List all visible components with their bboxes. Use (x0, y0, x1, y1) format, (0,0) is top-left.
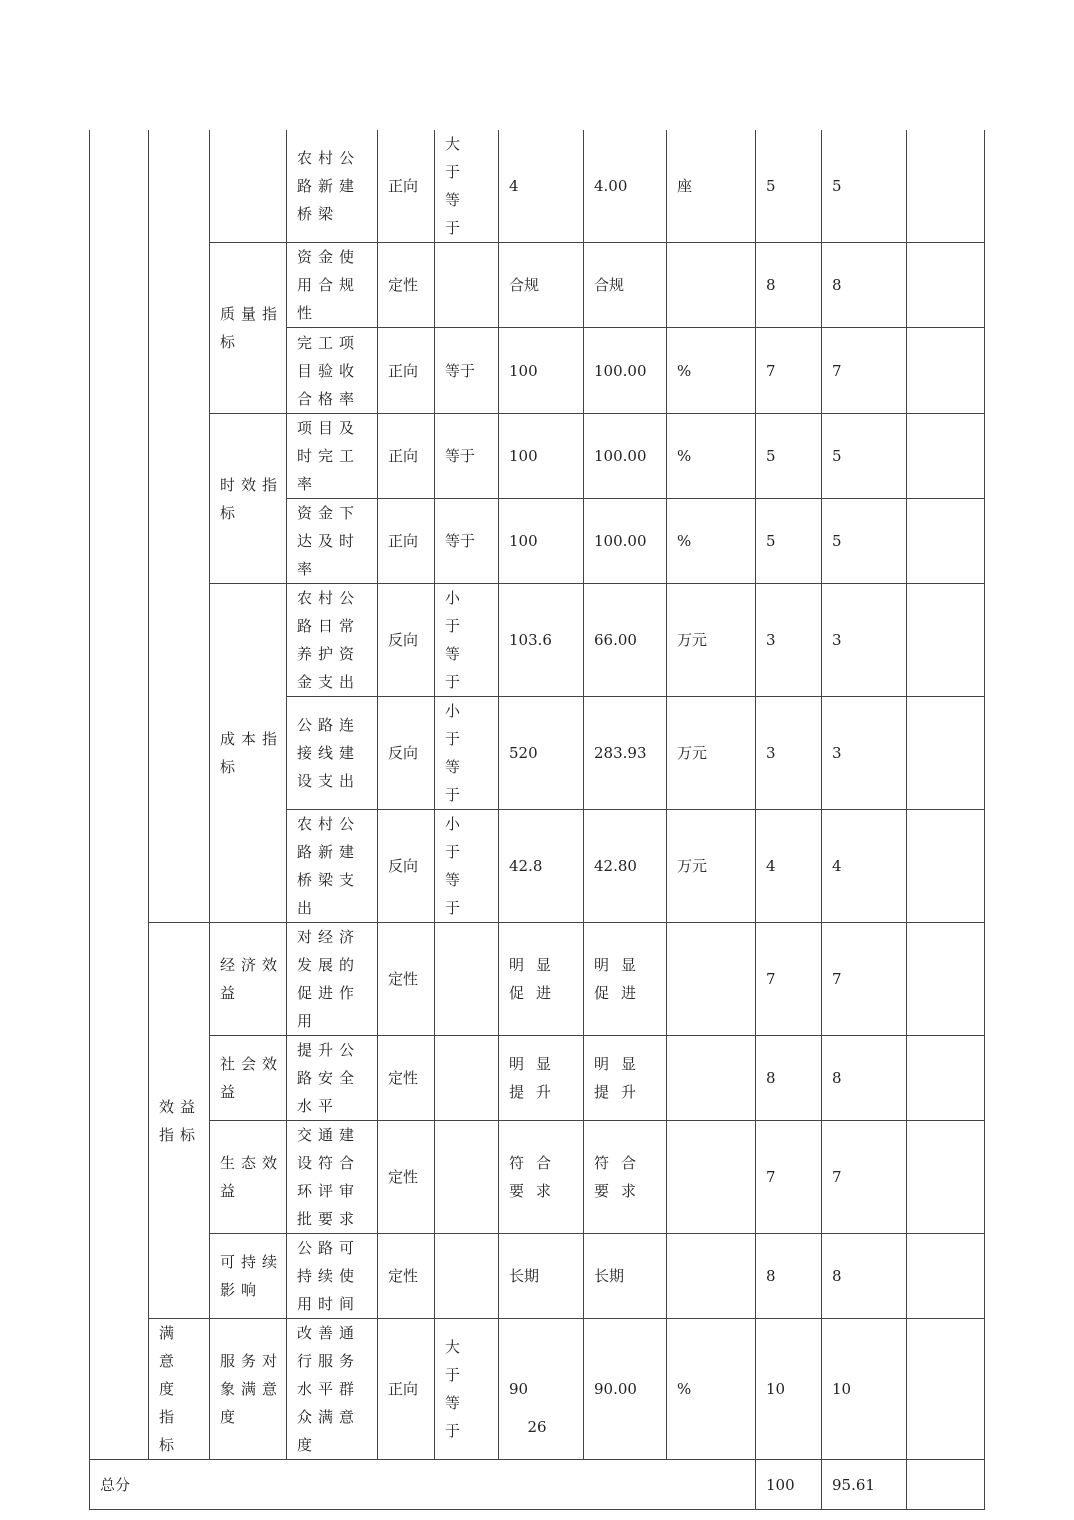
indicator-cell: 农村公路新建桥梁支出 (287, 810, 378, 923)
group-cell: 时效指标 (210, 414, 287, 584)
target-cell: 长期 (499, 1234, 584, 1319)
weight-cell: 4 (756, 810, 822, 923)
indicator-cell: 公路可持续使用时间 (287, 1234, 378, 1319)
weight-cell: 7 (756, 328, 822, 414)
target-cell: 明显提升 (499, 1036, 584, 1121)
indicator-cell: 提升公路安全水平 (287, 1036, 378, 1121)
total-label: 总分 (90, 1460, 756, 1510)
indicator-cell: 项目及时完工率 (287, 414, 378, 499)
unit-cell: 万元 (667, 697, 756, 810)
group-cell: 可持续影响 (210, 1234, 287, 1319)
remark-cell (907, 1460, 985, 1510)
table-row (90, 243, 985, 328)
remark-cell (907, 243, 985, 328)
score-cell: 7 (822, 1121, 907, 1234)
table-row (90, 584, 985, 697)
actual-cell: 明显提升 (584, 1036, 667, 1121)
unit-cell: % (667, 414, 756, 499)
group-cell: 服务对象满意度 (210, 1319, 287, 1460)
second-level-cell: 效益指标 (149, 923, 210, 1319)
table-row (90, 923, 985, 1036)
operator-cell: 大于等于 (435, 130, 499, 243)
score-cell: 3 (822, 697, 907, 810)
remark-cell (907, 1121, 985, 1234)
total-weight: 100 (756, 1460, 822, 1510)
actual-cell: 283.93 (584, 697, 667, 810)
remark-cell (907, 130, 985, 243)
remark-cell (907, 1319, 985, 1460)
target-cell: 4 (499, 130, 584, 243)
remark-cell (907, 584, 985, 697)
total-score: 95.61 (822, 1460, 907, 1510)
weight-cell: 5 (756, 499, 822, 584)
score-cell: 8 (822, 1234, 907, 1319)
direction-cell: 反向 (378, 584, 435, 697)
second-level-cell: 满意度指标 (149, 1319, 210, 1460)
actual-cell: 100.00 (584, 328, 667, 414)
operator-cell: 等于 (435, 414, 499, 499)
target-cell: 符合要求 (499, 1121, 584, 1234)
score-cell: 5 (822, 130, 907, 243)
operator-cell (435, 1036, 499, 1121)
target-cell: 100 (499, 499, 584, 584)
weight-cell: 7 (756, 923, 822, 1036)
indicator-cell: 农村公路新建桥梁 (287, 130, 378, 243)
weight-cell: 5 (756, 414, 822, 499)
remark-cell (907, 1234, 985, 1319)
direction-cell: 定性 (378, 1234, 435, 1319)
indicator-cell: 农村公路日常养护资金支出 (287, 584, 378, 697)
weight-cell: 5 (756, 130, 822, 243)
second-level-cell (149, 130, 210, 923)
unit-cell: % (667, 328, 756, 414)
target-cell: 100 (499, 414, 584, 499)
actual-cell: 4.00 (584, 130, 667, 243)
target-cell: 合规 (499, 243, 584, 328)
unit-cell: % (667, 499, 756, 584)
table-row (90, 130, 985, 243)
target-cell: 103.6 (499, 584, 584, 697)
actual-cell: 100.00 (584, 499, 667, 584)
unit-cell (667, 243, 756, 328)
actual-cell: 合规 (584, 243, 667, 328)
operator-cell (435, 243, 499, 328)
remark-cell (907, 1036, 985, 1121)
score-cell: 8 (822, 1036, 907, 1121)
target-cell: 520 (499, 697, 584, 810)
operator-cell: 等于 (435, 499, 499, 584)
indicator-cell: 资金下达及时率 (287, 499, 378, 584)
operator-cell (435, 1234, 499, 1319)
target-cell: 明显促进 (499, 923, 584, 1036)
weight-cell: 7 (756, 1121, 822, 1234)
table-row (90, 414, 985, 499)
unit-cell: % (667, 1319, 756, 1460)
direction-cell: 正向 (378, 414, 435, 499)
group-cell: 生态效益 (210, 1121, 287, 1234)
direction-cell: 正向 (378, 499, 435, 584)
actual-cell: 长期 (584, 1234, 667, 1319)
total-row (90, 1460, 985, 1510)
page-number: 26 (527, 1418, 547, 1436)
unit-cell: 万元 (667, 810, 756, 923)
score-cell: 7 (822, 328, 907, 414)
weight-cell: 8 (756, 1234, 822, 1319)
indicator-cell: 交通建设符合环评审批要求 (287, 1121, 378, 1234)
score-cell: 4 (822, 810, 907, 923)
weight-cell: 3 (756, 697, 822, 810)
group-cell: 成本指标 (210, 584, 287, 923)
remark-cell (907, 810, 985, 923)
group-cell: 经济效益 (210, 923, 287, 1036)
score-cell: 8 (822, 243, 907, 328)
remark-cell (907, 328, 985, 414)
score-cell: 5 (822, 414, 907, 499)
weight-cell: 8 (756, 243, 822, 328)
direction-cell: 定性 (378, 243, 435, 328)
target-cell: 100 (499, 328, 584, 414)
operator-cell (435, 923, 499, 1036)
group-cell: 社会效益 (210, 1036, 287, 1121)
indicator-cell: 完工项目验收合格率 (287, 328, 378, 414)
table-row (90, 1319, 985, 1460)
operator-cell: 小于等于 (435, 810, 499, 923)
actual-cell: 符合要求 (584, 1121, 667, 1234)
indicator-cell: 公路连接线建设支出 (287, 697, 378, 810)
target-cell: 42.8 (499, 810, 584, 923)
operator-cell: 等于 (435, 328, 499, 414)
unit-cell (667, 1036, 756, 1121)
group-cell (210, 130, 287, 243)
indicator-cell: 对经济发展的促进作用 (287, 923, 378, 1036)
actual-cell: 66.00 (584, 584, 667, 697)
indicator-cell: 改善通行服务水平群众满意度 (287, 1319, 378, 1460)
remark-cell (907, 499, 985, 584)
direction-cell: 正向 (378, 328, 435, 414)
remark-cell (907, 414, 985, 499)
unit-cell: 座 (667, 130, 756, 243)
weight-cell: 10 (756, 1319, 822, 1460)
direction-cell: 定性 (378, 1121, 435, 1234)
table-row (90, 1036, 985, 1121)
table-row (90, 1234, 985, 1319)
operator-cell (435, 1121, 499, 1234)
remark-cell (907, 923, 985, 1036)
score-cell: 3 (822, 584, 907, 697)
indicator-cell: 资金使用合规性 (287, 243, 378, 328)
unit-cell (667, 1234, 756, 1319)
direction-cell: 正向 (378, 130, 435, 243)
operator-cell: 小于等于 (435, 697, 499, 810)
direction-cell: 反向 (378, 697, 435, 810)
first-level-cell (90, 130, 149, 1460)
actual-cell: 42.80 (584, 810, 667, 923)
weight-cell: 8 (756, 1036, 822, 1121)
unit-cell (667, 1121, 756, 1234)
score-cell: 5 (822, 499, 907, 584)
operator-cell: 小于等于 (435, 584, 499, 697)
actual-cell: 明显促进 (584, 923, 667, 1036)
operator-cell: 大于等于 (435, 1319, 499, 1460)
weight-cell: 3 (756, 584, 822, 697)
group-cell: 质量指标 (210, 243, 287, 414)
score-cell: 10 (822, 1319, 907, 1460)
remark-cell (907, 697, 985, 810)
direction-cell: 定性 (378, 923, 435, 1036)
table-row (90, 1121, 985, 1234)
unit-cell (667, 923, 756, 1036)
target-cell: 90 (499, 1319, 584, 1460)
score-cell: 7 (822, 923, 907, 1036)
unit-cell: 万元 (667, 584, 756, 697)
direction-cell: 正向 (378, 1319, 435, 1460)
actual-cell: 90.00 (584, 1319, 667, 1460)
performance-table (89, 130, 985, 1510)
actual-cell: 100.00 (584, 414, 667, 499)
direction-cell: 反向 (378, 810, 435, 923)
direction-cell: 定性 (378, 1036, 435, 1121)
